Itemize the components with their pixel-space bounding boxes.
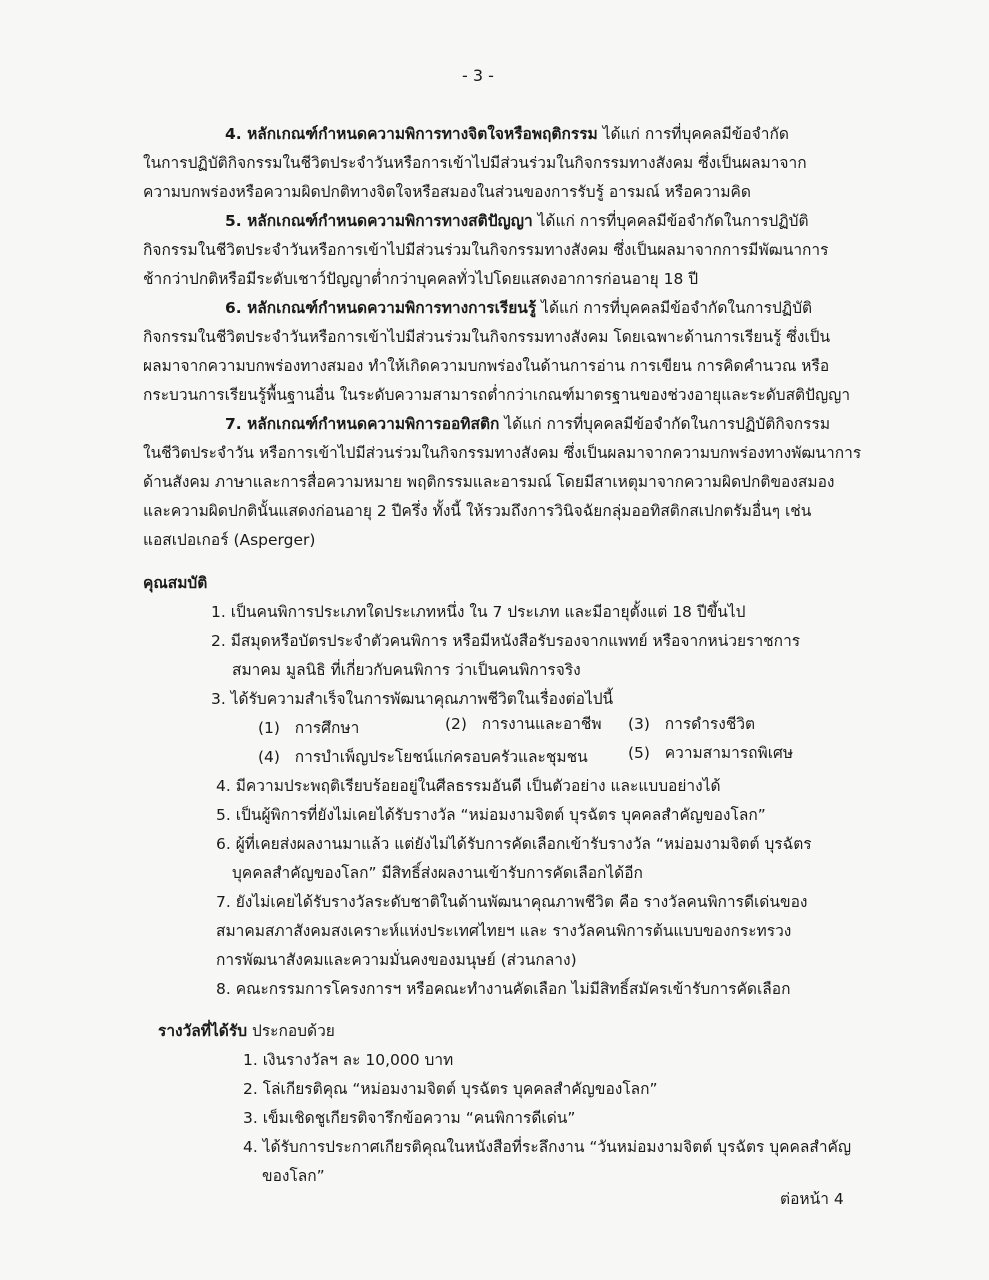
sub-item-3 xyxy=(628,712,755,736)
sub-item-1 xyxy=(258,716,359,740)
sub-item-4-label: การบำเพ็ญประโยชน์แก่ครอบครัวและชุมชน xyxy=(294,748,588,766)
qualification-3: 3. ได้รับความสำเร็จในการพัฒนาคุณภาพชีวิตในเรื่องต่อไปนี้ xyxy=(211,690,614,708)
criterion-6-first-line xyxy=(225,296,812,320)
qualification-7-cont-1: สมาคมสภาสังคมสงเคราะห์แห่งประเทศไทยฯ และ รางวัลคนพิการต้นแบบของกระทรวง xyxy=(216,922,792,940)
criterion-5-heading: 5. หลักเกณฑ์กำหนดความพิการทางสติปัญญา xyxy=(225,212,533,230)
sub-item-2-label: การงานและอาชีพ xyxy=(481,715,602,733)
awards-title-suffix: ประกอบด้วย xyxy=(251,1022,335,1040)
criterion-7-line-3: และความผิดปกตินั้นแสดงก่อนอายุ 2 ปีครึ่ง ทั้งนี้ ให้รวมถึงการวินิจฉัยกลุ่มออทิสติกสเปกตรัมอื่นๆ เช่น xyxy=(143,502,812,520)
criterion-6-line-0: ได้แก่ การที่บุคคลมีข้อจำกัดในการปฏิบัติ xyxy=(541,299,813,317)
sub-item-5-label: ความสามารถพิเศษ xyxy=(664,744,794,762)
criterion-7-heading: 7. หลักเกณฑ์กำหนดความพิการออทิสติก xyxy=(225,415,500,433)
awards-title: รางวัลที่ได้รับ xyxy=(158,1022,248,1040)
criterion-5-line-1: กิจกรรมในชีวิตประจำวันหรือการเข้าไปมีส่วนร่วมในกิจกรรมทางสังคม ซึ่งเป็นผลมาจากการมีพัฒนาการ xyxy=(143,241,829,259)
sub-item-5-num: (5) xyxy=(628,744,650,762)
page-number: - 3 - xyxy=(462,66,494,85)
criterion-7-line-4: แอสเปอเกอร์ (Asperger) xyxy=(143,531,316,549)
criterion-6-line-2: ผลมาจากความบกพร่องทางสมอง ทำให้เกิดความบกพร่องในด้านการอ่าน การเขียน การคิดคำนวณ หรือ xyxy=(143,357,830,375)
qualification-7: 7. ยังไม่เคยได้รับรางวัลระดับชาติในด้านพัฒนาคุณภาพชีวิต คือ รางวัลคนพิการดีเด่นของ xyxy=(216,893,808,911)
criterion-4-line-2: ความบกพร่องหรือความผิดปกติทางจิตใจหรือสมองในส่วนของการรับรู้ อารมณ์ หรือความคิด xyxy=(143,183,751,201)
criterion-7-line-1: ในชีวิตประจำวัน หรือการเข้าไปมีส่วนร่วมในกิจกรรมทางสังคม ซึ่งเป็นผลมาจากความบกพร่องทางพัฒนาการ xyxy=(143,444,862,462)
criterion-4-line-0: ได้แก่ การที่บุคคลมีข้อจำกัด xyxy=(602,125,789,143)
criterion-6-line-1: กิจกรรมในชีวิตประจำวันหรือการเข้าไปมีส่วนร่วมในกิจกรรมทางสังคม โดยเฉพาะด้านการเรียนรู้ ซึ่งเป็น xyxy=(143,328,831,346)
criterion-6-heading: 6. หลักเกณฑ์กำหนดความพิการทางการเรียนรู้ xyxy=(225,299,537,317)
criterion-7-first-line xyxy=(225,412,830,436)
criterion-4-first-line xyxy=(225,122,789,146)
sub-item-2-num: (2) xyxy=(445,715,467,733)
sub-item-2 xyxy=(445,712,602,736)
award-3: 3. เข็มเชิดชูเกียรติจารึกข้อความ “คนพิการดีเด่น” xyxy=(243,1109,576,1127)
qualification-2: 2. มีสมุดหรือบัตรประจำตัวคนพิการ หรือมีหนังสือรับรองจากแพทย์ หรือจากหน่วยราชการ xyxy=(211,632,801,650)
award-1: 1. เงินรางวัลฯ ละ 10,000 บาท xyxy=(243,1051,454,1069)
sub-item-4-num: (4) xyxy=(258,748,280,766)
criterion-5-first-line xyxy=(225,209,809,233)
criterion-4-line-1: ในการปฏิบัติกิจกรรมในชีวิตประจำวันหรือการเข้าไปมีส่วนร่วมในกิจกรรมทางสังคม ซึ่งเป็นผลมาจาก xyxy=(143,154,807,172)
sub-item-3-label: การดำรงชีวิต xyxy=(664,715,756,733)
qualification-4: 4. มีความประพฤติเรียบร้อยอยู่ในศีลธรรมอันดี เป็นตัวอย่าง และแบบอย่างได้ xyxy=(216,777,721,795)
criterion-4-heading: 4. หลักเกณฑ์กำหนดความพิการทางจิตใจหรือพฤติกรรม xyxy=(225,125,598,143)
criterion-6-line-3: กระบวนการเรียนรู้พื้นฐานอื่น ในระดับความสามารถต่ำกว่าเกณฑ์มาตรฐานของช่วงอายุและระดับสติปัญญา xyxy=(143,386,851,404)
qualification-5: 5. เป็นผู้พิการที่ยังไม่เคยได้รับรางวัล “หม่อมงามจิตต์ บุรฉัตร บุคคลสำคัญของโลก” xyxy=(216,806,766,824)
sub-item-4 xyxy=(258,745,588,769)
sub-item-1-label: การศึกษา xyxy=(294,719,360,737)
qualifications-title: คุณสมบัติ xyxy=(143,574,208,592)
qualification-8: 8. คณะกรรมการโครงการฯ หรือคณะทำงานคัดเลือก ไม่มีสิทธิ์สมัครเข้ารับการคัดเลือก xyxy=(216,980,791,998)
qualification-6-cont: บุคคลสำคัญของโลก” มีสิทธิ์ส่งผลงานเข้ารับการคัดเลือกได้อีก xyxy=(232,864,643,882)
qualification-2-cont: สมาคม มูลนิธิ ที่เกี่ยวกับคนพิการ ว่าเป็นคนพิการจริง xyxy=(232,661,581,679)
criterion-5-line-2: ช้ากว่าปกติหรือมีระดับเชาว์ปัญญาต่ำกว่าบุคคลทั่วไปโดยแสดงอาการก่อนอายุ 18 ปี xyxy=(143,270,699,288)
sub-item-1-num: (1) xyxy=(258,719,280,737)
awards-title-line xyxy=(158,1019,335,1043)
criterion-5-line-0: ได้แก่ การที่บุคคลมีข้อจำกัดในการปฏิบัติ xyxy=(537,212,809,230)
qualification-7-cont-2: การพัฒนาสังคมและความมั่นคงของมนุษย์ (ส่วนกลาง) xyxy=(216,951,577,969)
criterion-7-line-0: ได้แก่ การที่บุคคลมีข้อจำกัดในการปฏิบัติกิจกรรม xyxy=(504,415,831,433)
sub-item-5 xyxy=(628,741,793,765)
award-4-cont: ของโลก” xyxy=(262,1167,325,1185)
award-4: 4. ได้รับการประกาศเกียรติคุณในหนังสือที่ระลึกงาน “วันหม่อมงามจิตต์ บุรฉัตร บุคคลสำคัญ xyxy=(243,1138,852,1156)
qualification-6: 6. ผู้ที่เคยส่งผลงานมาแล้ว แต่ยังไม่ได้รับการคัดเลือกเข้ารับรางวัล “หม่อมงามจิตต์ บุรฉัตร xyxy=(216,835,812,853)
continue-page-note: ต่อหน้า 4 xyxy=(780,1190,844,1208)
criterion-7-line-2: ด้านสังคม ภาษาและการสื่อความหมาย พฤติกรรมและอารมณ์ โดยมีสาเหตุมาจากความผิดปกติของสมอง xyxy=(143,473,835,491)
qualification-1: 1. เป็นคนพิการประเภทใดประเภทหนึ่ง ใน 7 ประเภท และมีอายุตั้งแต่ 18 ปีขึ้นไป xyxy=(211,603,746,621)
award-2: 2. โล่เกียรติคุณ “หม่อมงามจิตต์ บุรฉัตร บุคคลสำคัญของโลก” xyxy=(243,1080,658,1098)
sub-item-3-num: (3) xyxy=(628,715,650,733)
